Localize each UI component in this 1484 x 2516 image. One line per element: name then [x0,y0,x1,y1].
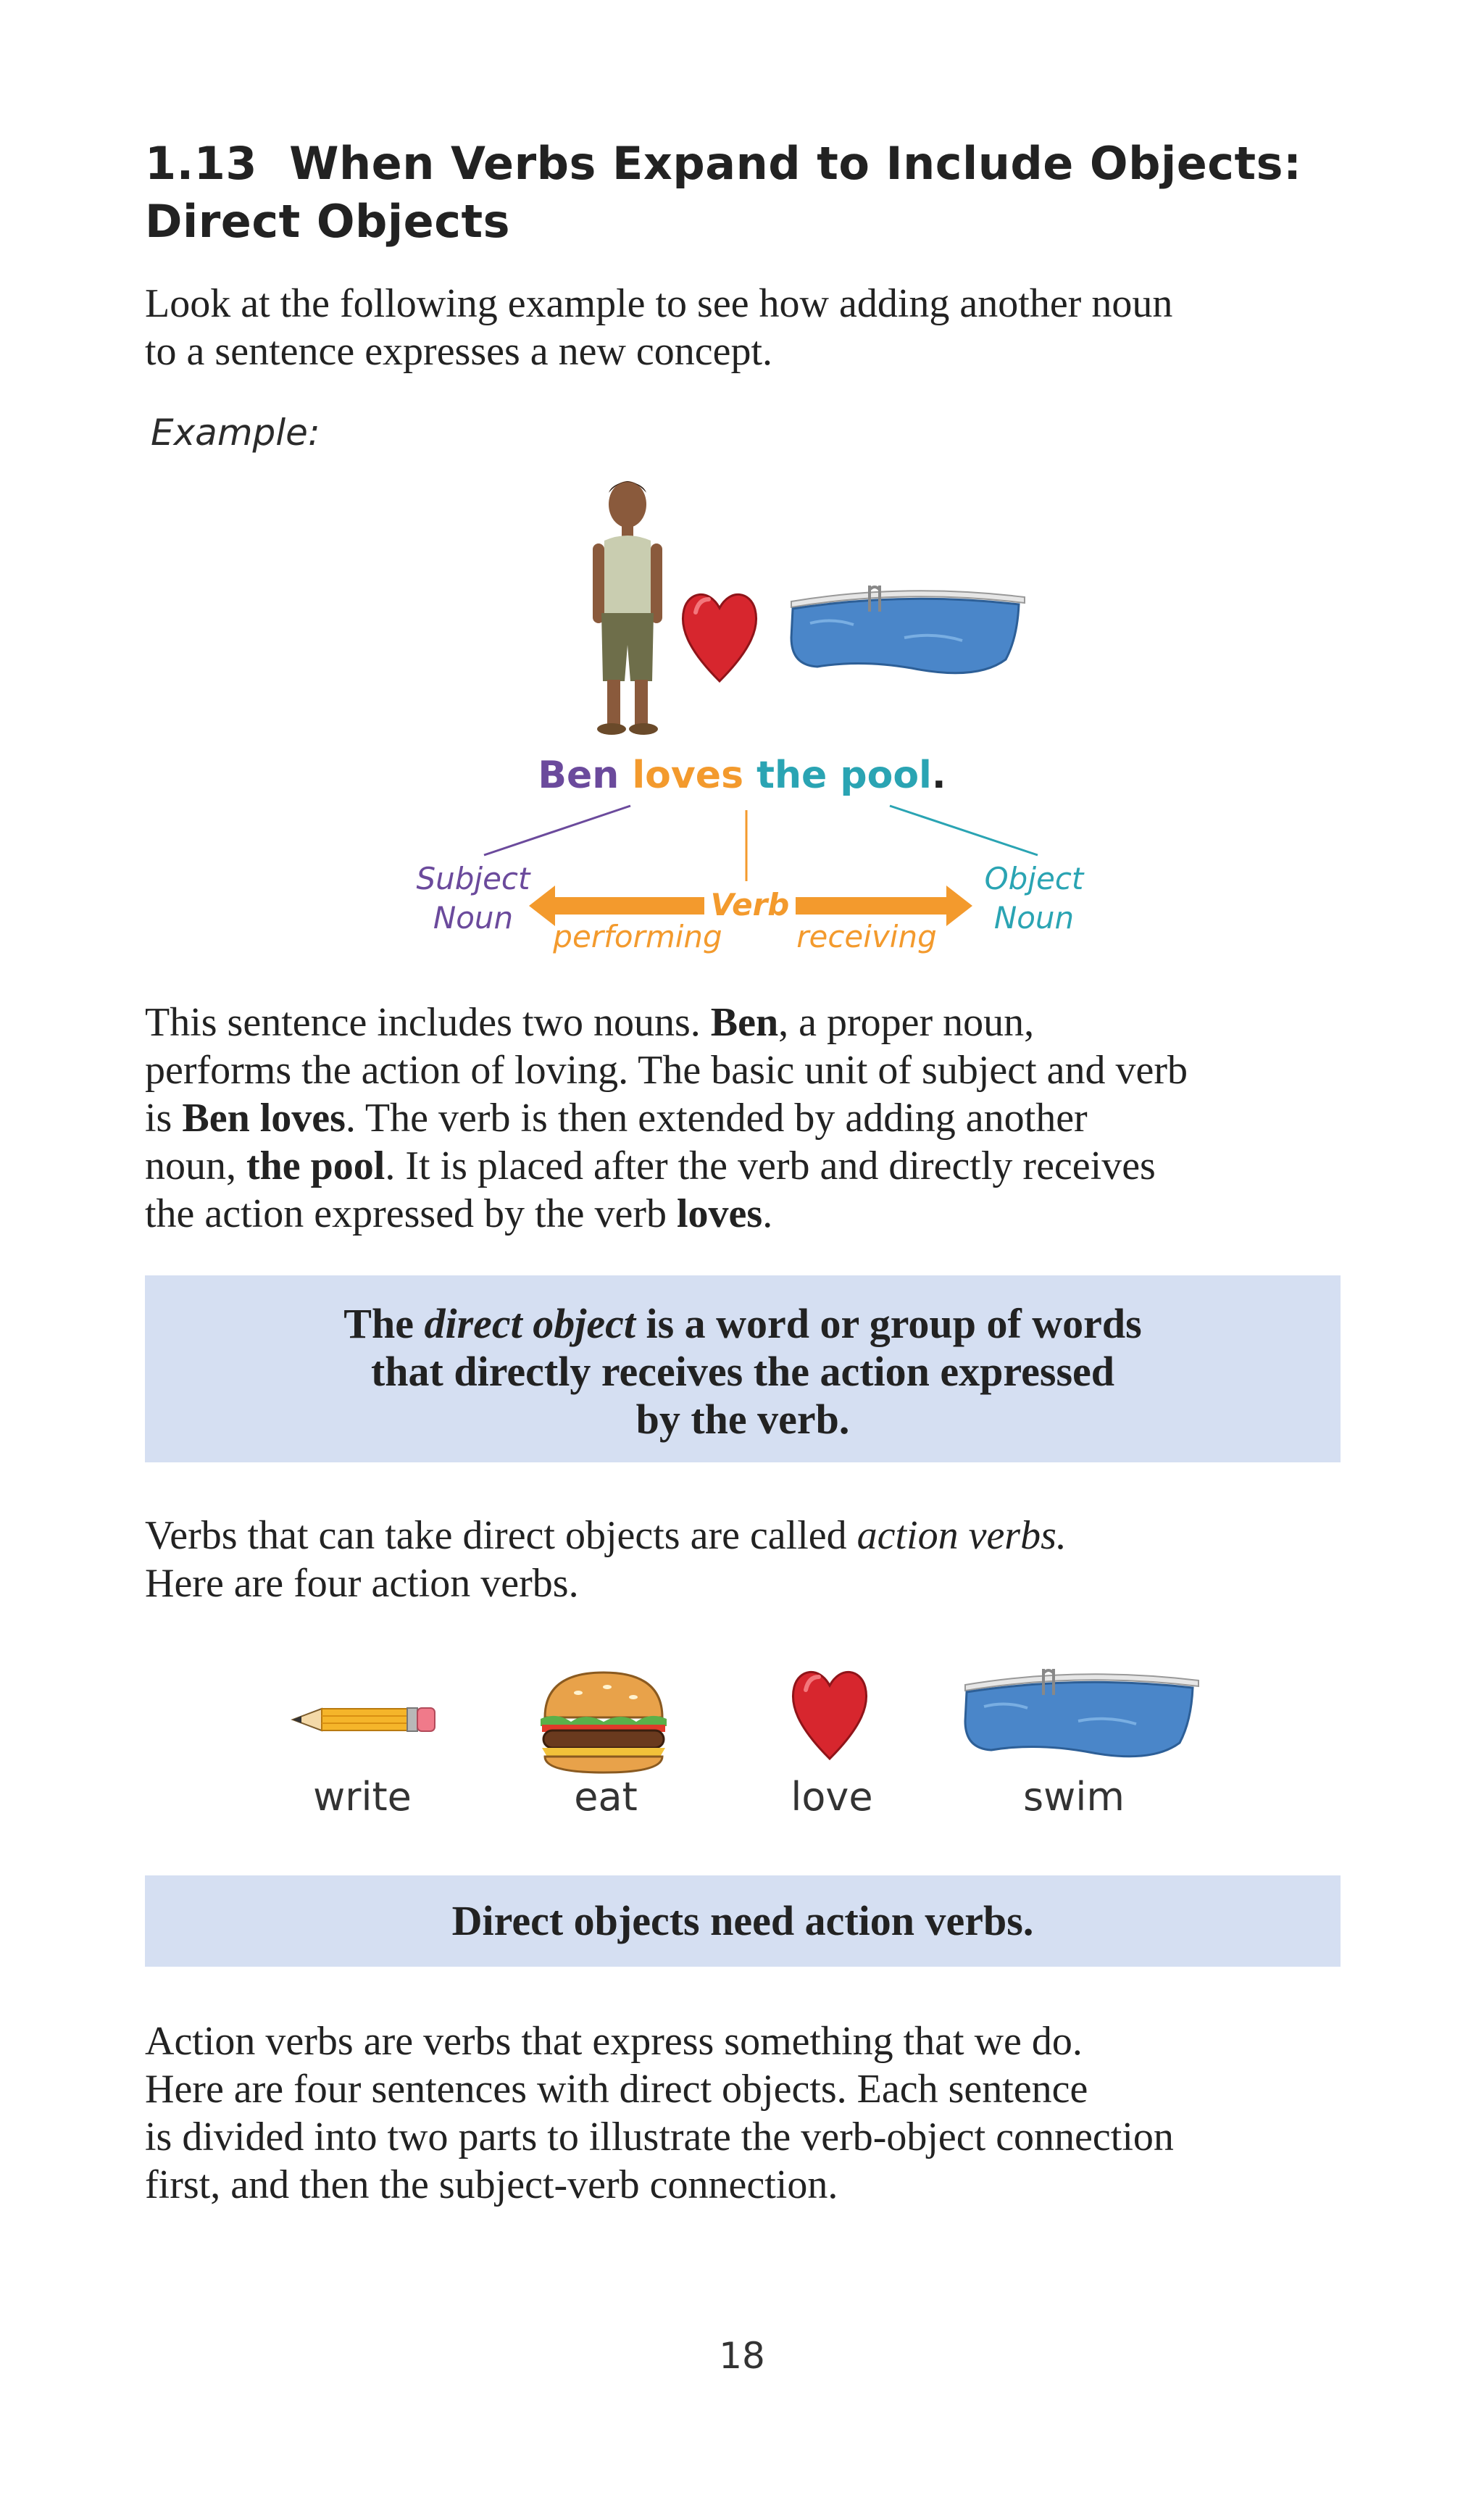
explanation-line [145,1094,1348,1142]
performing-label: performing [553,919,722,954]
pencil-icon [290,1701,438,1738]
section-number: 1.13 [145,137,257,190]
object-noun-label [958,859,1110,938]
intro-line [145,1512,1348,1559]
text-run: . [762,1191,773,1236]
text-run: the action expressed by the verb [145,1191,677,1236]
closing-line: Here are four sentences with direct objects. Each sentence [145,2067,1088,2112]
section-title-line2: Direct Objects [145,195,510,248]
text-run: noun, [145,1144,246,1188]
text-run: is [145,1096,183,1141]
explanation-paragraph [145,999,1348,1238]
object-label-line: Noun [993,900,1075,936]
text-run: Verbs that can take direct objects are called [145,1513,857,1558]
subject-label-line: Subject [416,861,530,896]
verb-caption-love: love [791,1774,873,1820]
closing-paragraph [145,2017,1348,2209]
intro-line: Here are four action verbs. [145,1561,579,1606]
sentence-verb: loves [632,754,744,797]
explanation-line [145,1190,1348,1238]
section-title-line1: When Verbs Expand to Include Objects: [289,137,1302,190]
subject-label-line: Noun [433,900,514,936]
sentence-object: the pool [756,754,932,797]
verb-caption-swim: swim [1023,1774,1125,1820]
verb-caption-eat: eat [574,1774,638,1820]
page-number: 18 [719,2335,765,2377]
sentence-period: . [931,754,946,797]
text-run: , a proper noun, [778,1000,1035,1045]
subject-noun-label [397,859,549,938]
verb-caption-write: write [313,1774,412,1820]
example-label: Example: [151,412,320,454]
definition-line: by the verb. [635,1396,850,1443]
bold-term: Ben loves [182,1096,346,1141]
text-run: . It is placed after the verb and directly receives [385,1144,1156,1188]
bold-term: the pool [246,1144,385,1188]
hamburger-icon [535,1667,672,1775]
intro-line: Look at the following example to see how adding another noun [145,281,1173,326]
heart-icon [790,1661,870,1762]
text-run: This sentence includes two nouns. [145,1000,711,1045]
intro-line: to a sentence expresses a new concept. [145,329,773,374]
receiving-label: receiving [796,919,937,954]
definition-box [145,1275,1341,1462]
closing-line: Action verbs are verbs that express something that we do. [145,2019,1083,2064]
defined-term: direct object [424,1300,635,1347]
bold-term: loves [676,1191,763,1236]
rule-box: Direct objects need action verbs. [145,1875,1341,1967]
closing-line: is divided into two parts to illustrate the verb-object connection [145,2115,1174,2159]
pool-icon [962,1663,1201,1768]
explanation-line: performs the action of loving. The basic unit of subject and verb [145,1048,1188,1093]
bold-term: Ben [710,1000,779,1045]
explanation-line [145,999,1348,1046]
italic-term: action verbs. [856,1513,1067,1558]
text-run: The [343,1300,425,1347]
sentence-diagram [0,0,1484,1015]
verb-label: Verb [710,887,790,922]
text-run: is a word or group of words [635,1300,1142,1347]
object-label-line: Object [984,861,1084,896]
definition-line [145,1300,1341,1348]
definition-line: that directly receives the action expressed [370,1348,1115,1395]
action-verbs-intro [145,1512,1348,1607]
text-run: . The verb is then extended by adding another [345,1096,1088,1141]
closing-line: first, and then the subject-verb connection. [145,2162,838,2207]
sentence-subject: Ben [538,754,620,797]
explanation-line [145,1142,1348,1190]
